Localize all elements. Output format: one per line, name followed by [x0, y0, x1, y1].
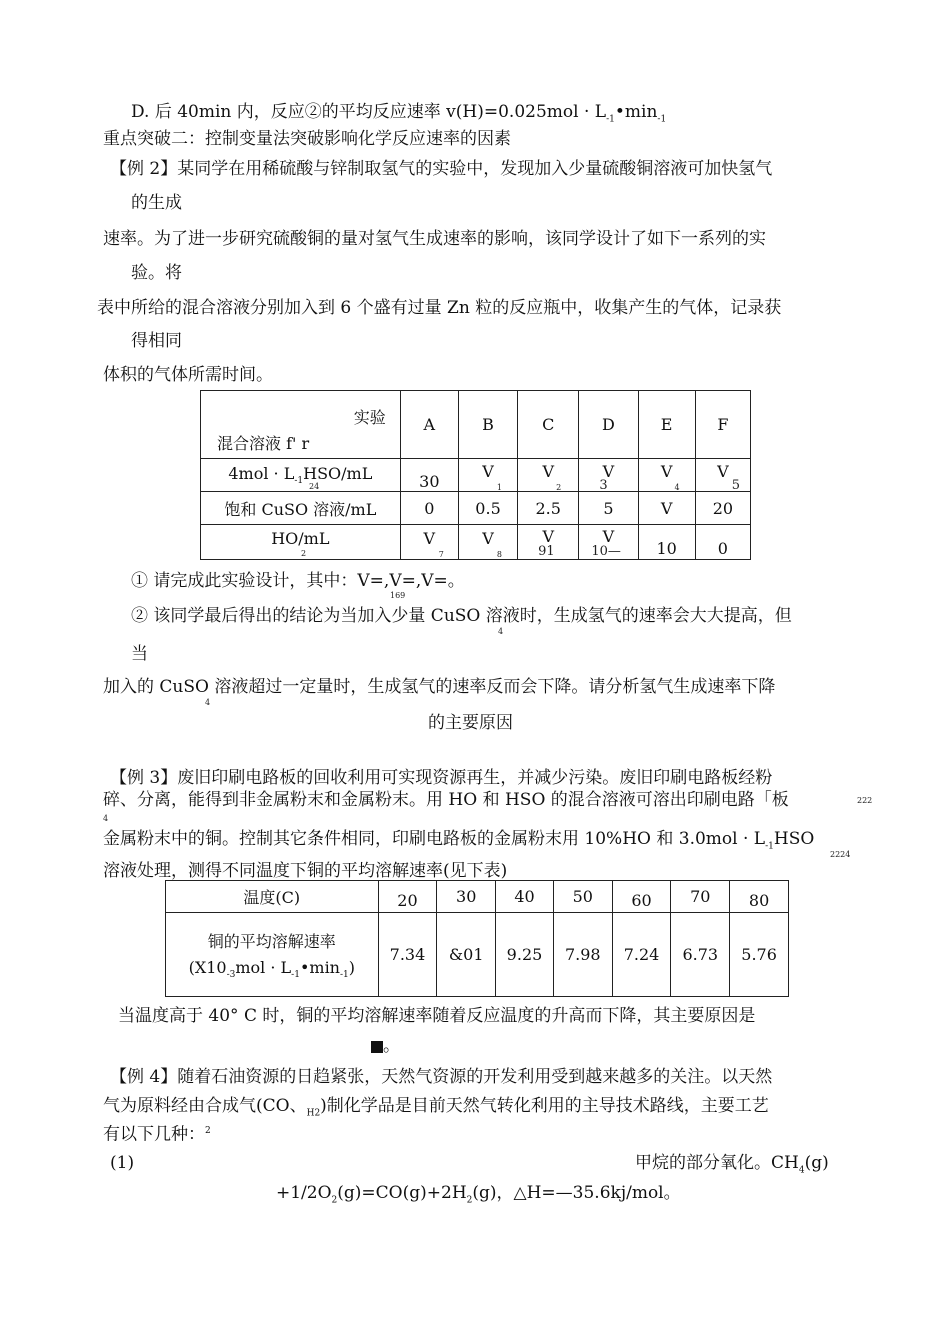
row3-b: V 8 [458, 525, 517, 560]
row1-f: V 5 [695, 459, 750, 492]
row1-e: V 4 [638, 459, 695, 492]
table-row [166, 913, 789, 997]
question2-line4: 的主要原因 [428, 713, 513, 733]
row2-d: 5 [579, 492, 638, 525]
question2-cont: 当 [131, 644, 148, 664]
rate-30: &01 [437, 913, 496, 997]
header-bottom-label: 混合溶液 f' r [217, 434, 310, 453]
row1-a: 30 [400, 459, 458, 492]
row3-f: 0 [695, 525, 750, 560]
rate-label-line1: 铜的平均溶解速率 [207, 931, 336, 951]
example3-line1: 【例 3】废旧印刷电路板的回收利用可实现资源再生，并减少污染。废旧印刷电路板经粉 [110, 768, 773, 788]
example3-answer-blank: 。 [371, 1035, 400, 1057]
example3-line3-sub: 2224 [830, 850, 851, 859]
example2-line6: 得相同 [131, 331, 182, 351]
col-f: F [695, 391, 750, 459]
table-header-row [166, 881, 789, 913]
row2-c: 2.5 [518, 492, 579, 525]
example3-line3: 金属粉末中的铜。控制其它条件相同，印刷电路板的金属粉末用 10%HO 和 $3.0mol \cdot L_{-1}HSO$ [103, 829, 815, 852]
header-top-label: 实验 [353, 408, 386, 427]
option-d-line: D. 后 40min 内，反应②的平均反应速率 $v(H)=0.025mol \cdot L_{-1}•\min_{-1}$ [131, 102, 667, 125]
header-diagonal-cell [201, 391, 401, 459]
example3-line2-sub2: 4 [103, 814, 109, 823]
col-d: D [579, 391, 638, 459]
example4-line2: 气为原料经由合成气(CO、$_{H2}$)制化学品是目前天然气转化利用的主导技术路线，主要工艺 [103, 1096, 769, 1119]
rate-label-line2: ($X10_{-3}mol$ · $L_{-1}•\min_{-1}$) [188, 957, 356, 981]
temp-50: 50 [553, 881, 612, 913]
temp-80: 80 [730, 881, 789, 913]
temp-label: 温度(C) [166, 881, 379, 913]
example4-line3: 有以下几种：$^2$ [103, 1124, 211, 1145]
row2-a: 0 [400, 492, 458, 525]
rate-50: 7.98 [553, 913, 612, 997]
row2-e: V [638, 492, 695, 525]
example2-line1: 【例 2】某同学在用稀硫酸与锌制取氢气的实验中，发现加入少量硫酸铜溶液可加快氢气 [110, 159, 773, 179]
example3-line2-sub: 222 [857, 796, 873, 805]
question2-line3-sub: 4 [205, 698, 211, 707]
rate-40: 9.25 [496, 913, 554, 997]
rate-label [166, 913, 379, 997]
temp-20: 20 [378, 881, 437, 913]
example3-line4: 溶液处理，测得不同温度下铜的平均溶解速率(见下表) [103, 861, 508, 881]
question2: ② 该同学最后得出的结论为当加入少量 CuSO 溶液时，生成氢气的速率会大大提高，但 [131, 606, 792, 626]
row2-f: 20 [695, 492, 750, 525]
question1-sub: 169 [390, 591, 406, 600]
example4-line1: 【例 4】随着石油资源的日趋紧张，天然气资源的开发利用受到越来越多的关注。以天然 [110, 1067, 773, 1087]
rate-20: 7.34 [378, 913, 437, 997]
example3-line2: 碎、分离，能得到非金属粉末和金属粉末。用 HO 和 HSO 的混合溶液可溶出印刷电路「板 [103, 790, 789, 810]
temp-40: 40 [496, 881, 554, 913]
item1-equation: $+1/2O_2(g)=CO(g)+2H_2(g)$，△H=—35.6kj/mol。 [276, 1183, 681, 1206]
row3-e: 10 [638, 525, 695, 560]
row2-label: 饱和 CuSO 溶液/mL [201, 492, 401, 525]
row2-b: 0.5 [458, 492, 517, 525]
item1-number: (1) [110, 1153, 135, 1173]
temperature-table [165, 880, 789, 997]
item1-text: 甲烷的部分氧化。$CH_4(g)$ [635, 1153, 829, 1176]
col-a: A [400, 391, 458, 459]
temp-30: 30 [437, 881, 496, 913]
row1-c: V 2 [518, 459, 579, 492]
experiment-table [200, 390, 751, 560]
rate-60: 7.24 [612, 913, 671, 997]
row1-d: V 3 [579, 459, 638, 492]
table-row [201, 492, 751, 525]
rate-70: 6.73 [671, 913, 730, 997]
example2-line5: 表中所给的混合溶液分别加入到 6 个盛有过量 Zn 粒的反应瓶中，收集产生的气体，记录获 [97, 298, 782, 318]
table-row [201, 525, 751, 560]
row3-label: HO/mL 2 [201, 525, 401, 560]
col-c: C [518, 391, 579, 459]
example2-line4: 验。将 [131, 263, 182, 283]
example2-line3: 速率。为了进一步研究硫酸铜的量对氢气生成速率的影响，该同学设计了如下一系列的实 [103, 229, 766, 249]
question2-line3: 加入的 CuSO 溶液超过一定量时，生成氢气的速率反而会下降。请分析氢气生成速率下降 [103, 677, 776, 697]
col-e: E [638, 391, 695, 459]
row1-label: $4mol \cdot L_{-1}HSO/mL$ 24 [201, 459, 401, 492]
example2-line2: 的生成 [131, 193, 182, 213]
temp-60: 60 [612, 881, 671, 913]
table-header-row [201, 391, 751, 459]
table-row [201, 459, 751, 492]
section-heading: 重点突破二：控制变量法突破影响化学反应速率的因素 [103, 129, 511, 149]
example3-question: 当温度高于 40° C 时，铜的平均溶解速率随着反应温度的升高而下降，其主要原因是 [118, 1006, 756, 1026]
row3-a: V 7 [400, 525, 458, 560]
row3-c: V 91 [518, 525, 579, 560]
answer-box-icon [371, 1041, 383, 1053]
row1-b: V 1 [458, 459, 517, 492]
col-b: B [458, 391, 517, 459]
rate-80: 5.76 [730, 913, 789, 997]
row3-d: V 10— [579, 525, 638, 560]
question1: ① 请完成此实验设计，其中：V=,V=,V=。 [131, 571, 465, 591]
question2-sub: 4 [498, 627, 504, 636]
temp-70: 70 [671, 881, 730, 913]
example2-line7: 体积的气体所需时间。 [103, 365, 273, 385]
